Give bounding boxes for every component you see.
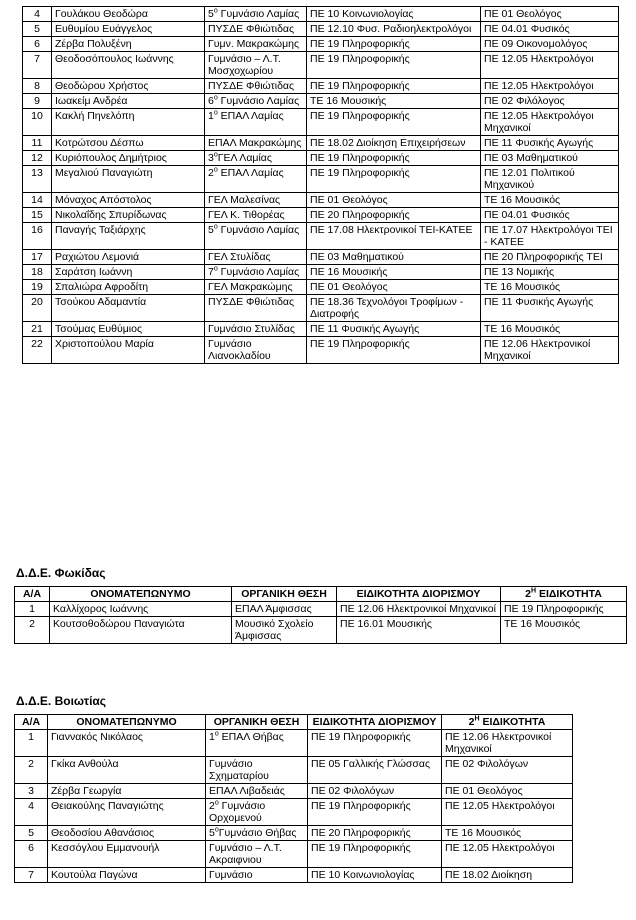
cell-spec2: ΠΕ 18.02 Διοίκηση [442, 868, 573, 883]
cell-aa: 12 [23, 151, 52, 166]
cell-spec: ΤΕ 16 Μουσικής [307, 94, 481, 109]
cell-org: ΓΕΛ Στυλίδας [205, 250, 307, 265]
teachers-table-fthiotida [22, 6, 619, 364]
cell-aa: 1 [15, 730, 48, 757]
cell-spec: ΠΕ 19 Πληροφορικής [307, 337, 481, 364]
header-name: ΟΝΟΜΑΤΕΠΩΝΥΜΟ [50, 587, 232, 602]
cell-org: ΕΠΑΛ Άμφισσας [232, 602, 337, 617]
cell-spec2: ΠΕ 02 Φιλόλογος [481, 94, 619, 109]
cell-name: Σπαλιώρα Αφροδίτη [52, 280, 205, 295]
cell-org: Γυμν. Μακρακώμης [205, 37, 307, 52]
table-row [23, 250, 619, 265]
cell-name: Καλλίχορος Ιωάννης [50, 602, 232, 617]
cell-aa: 1 [15, 602, 50, 617]
cell-spec: ΠΕ 10 Κοινωνιολογίας [308, 868, 442, 883]
table-row [23, 7, 619, 22]
cell-spec2: ΠΕ 12.05 Ηλεκτρολόγοι [481, 52, 619, 79]
header-aa: Α/Α [15, 587, 50, 602]
cell-name: Ιωακείμ Ανδρέα [52, 94, 205, 109]
cell-spec: ΠΕ 19 Πληροφορικής [307, 166, 481, 193]
table-row [15, 868, 573, 883]
table-row [23, 295, 619, 322]
cell-org: $2^o$ Γυμνάσιο Ορχομενού [206, 799, 308, 826]
cell-aa: 20 [23, 295, 52, 322]
cell-org: ΓΕΛ Μακρακώμης [205, 280, 307, 295]
cell-spec2: ΠΕ 04.01 Φυσικός [481, 22, 619, 37]
cell-spec: ΠΕ 05 Γαλλικής Γλώσσας [308, 757, 442, 784]
cell-spec2: ΠΕ 11 Φυσικής Αγωγής [481, 136, 619, 151]
header-spec: ΕΙΔΙΚΟΤΗΤΑ ΔΙΟΡΙΣΜΟΥ [308, 715, 442, 730]
table-row [15, 757, 573, 784]
cell-org: ΠΥΣΔΕ Φθιώτιδας [205, 295, 307, 322]
table-row [23, 337, 619, 364]
cell-spec: ΠΕ 19 Πληροφορικής [308, 799, 442, 826]
cell-spec2: ΠΕ 11 Φυσικής Αγωγής [481, 295, 619, 322]
cell-spec: ΠΕ 20 Πληροφορικής [307, 208, 481, 223]
cell-org: ΓΕΛ Μαλεσίνας [205, 193, 307, 208]
cell-org: ΠΥΣΔΕ Φθιώτιδας [205, 22, 307, 37]
cell-aa: 22 [23, 337, 52, 364]
cell-name: Ραχιώτου Λεμονιά [52, 250, 205, 265]
table-header-row [15, 715, 573, 730]
cell-aa: 4 [23, 7, 52, 22]
cell-spec: ΠΕ 19 Πληροφορικής [307, 79, 481, 94]
header-spec2: $2^H$ ΕΙΔΙΚΟΤΗΤΑ [442, 715, 573, 730]
cell-spec2: ΤΕ 16 Μουσικός [481, 322, 619, 337]
cell-name: Κουτσοθοδώρου Παναγιώτα [50, 617, 232, 644]
cell-spec: ΠΕ 19 Πληροφορικής [307, 37, 481, 52]
cell-spec2: ΤΕ 16 Μουσικός [481, 193, 619, 208]
table-row [15, 602, 627, 617]
cell-name: Γκίκα Ανθούλα [48, 757, 206, 784]
table-row [15, 841, 573, 868]
cell-org: Γυμνάσιο – Λ.Τ. Μοσχοχωρίου [205, 52, 307, 79]
teachers-table-voiotia [14, 714, 573, 883]
cell-spec: ΠΕ 16.01 Μουσικής [337, 617, 501, 644]
cell-org: $1^o$ ΕΠΑΛ Θήβας [206, 730, 308, 757]
header-name: ΟΝΟΜΑΤΕΠΩΝΥΜΟ [48, 715, 206, 730]
cell-spec: ΠΕ 01 Θεολόγος [307, 280, 481, 295]
cell-org: ΕΠΑΛ Λιβαδειάς [206, 784, 308, 799]
cell-spec2: ΠΕ 20 Πληροφορικής ΤΕΙ [481, 250, 619, 265]
cell-spec2: ΠΕ 04.01 Φυσικός [481, 208, 619, 223]
table-row [15, 784, 573, 799]
cell-spec: ΠΕ 19 Πληροφορικής [307, 151, 481, 166]
cell-name: Μεγαλιού Παναγιώτη [52, 166, 205, 193]
table-row [23, 79, 619, 94]
teachers-table-fokida [14, 586, 627, 644]
cell-name: Τσούμας Ευθύμιος [52, 322, 205, 337]
cell-spec: ΠΕ 12.10 Φυσ. Ραδιοηλεκτρολόγοι [307, 22, 481, 37]
cell-aa: 16 [23, 223, 52, 250]
cell-org: $5^o\Gamma\upsilon\mu\nu ά\sigma\iota o$ Θήβας [206, 826, 308, 841]
table-row [15, 730, 573, 757]
cell-org: ΕΠΑΛ Μακρακώμης [205, 136, 307, 151]
cell-spec: ΠΕ 18.02 Διοίκηση Επιχειρήσεων [307, 136, 481, 151]
table-row [23, 322, 619, 337]
cell-name: Κυριόπουλος Δημήτριος [52, 151, 205, 166]
cell-name: Κοτρώτσου Δέσπω [52, 136, 205, 151]
cell-org: $6^o$ Γυμνάσιο Λαμίας [205, 94, 307, 109]
cell-name: Ζέρβα Πολυξένη [52, 37, 205, 52]
table-header-row [15, 587, 627, 602]
cell-spec2: ΠΕ 19 Πληροφορικής [501, 602, 627, 617]
table-row [23, 223, 619, 250]
cell-aa: 7 [23, 52, 52, 79]
cell-org: Γυμνάσιο Σχηματαρίου [206, 757, 308, 784]
cell-spec2: ΠΕ 12.05 Ηλεκτρολόγοι [442, 841, 573, 868]
cell-org: $2^o$ ΕΠΑΛ Λαμίας [205, 166, 307, 193]
table-row [23, 166, 619, 193]
cell-org: Γυμνάσιο Λιανοκλαδίου [205, 337, 307, 364]
cell-aa: 8 [23, 79, 52, 94]
cell-name: Κουτούλα Παγώνα [48, 868, 206, 883]
cell-name: Θεοδώρου Χρήστος [52, 79, 205, 94]
table-row [23, 151, 619, 166]
cell-spec: ΠΕ 20 Πληροφορικής [308, 826, 442, 841]
cell-aa: 17 [23, 250, 52, 265]
cell-name: Παναγής Ταξιάρχης [52, 223, 205, 250]
table-row [23, 280, 619, 295]
cell-org: ΠΥΣΔΕ Φθιώτιδας [205, 79, 307, 94]
cell-aa: 9 [23, 94, 52, 109]
table-row [15, 799, 573, 826]
cell-aa: 5 [23, 22, 52, 37]
header-aa: Α/Α [15, 715, 48, 730]
cell-org: $3^o\Gamma E\Lambda$ Λαμίας [205, 151, 307, 166]
table-row [23, 37, 619, 52]
cell-spec: ΠΕ 10 Κοινωνιολογίας [307, 7, 481, 22]
table-row [23, 136, 619, 151]
table-row [23, 208, 619, 223]
cell-spec2: ΠΕ 12.06 Ηλεκτρονικοί Μηχανικοί [442, 730, 573, 757]
cell-spec2: ΠΕ 03 Μαθηματικού [481, 151, 619, 166]
cell-spec: ΠΕ 03 Μαθηματικού [307, 250, 481, 265]
cell-aa: 2 [15, 757, 48, 784]
cell-name: Θειακούλης Παναγιώτης [48, 799, 206, 826]
cell-aa: 7 [15, 868, 48, 883]
cell-name: Γουλάκου Θεοδώρα [52, 7, 205, 22]
cell-spec2: ΠΕ 12.05 Ηλεκτρολόγοι [481, 79, 619, 94]
cell-spec: ΠΕ 01 Θεολόγος [307, 193, 481, 208]
header-spec: ΕΙΔΙΚΟΤΗΤΑ ΔΙΟΡΙΣΜΟΥ [337, 587, 501, 602]
cell-name: Κακλή Πηνελόπη [52, 109, 205, 136]
table-row [23, 265, 619, 280]
cell-spec2: ΠΕ 01 Θεολόγος [481, 7, 619, 22]
cell-org: Γυμνάσιο [206, 868, 308, 883]
cell-spec2: ΠΕ 09 Οικονομολόγος [481, 37, 619, 52]
cell-name: Κεσσόγλου Εμμανουήλ [48, 841, 206, 868]
cell-aa: 6 [15, 841, 48, 868]
cell-spec2: ΤΕ 16 Μουσικός [481, 280, 619, 295]
cell-spec2: ΠΕ 12.06 Ηλεκτρονικοί Μηχανικοί [481, 337, 619, 364]
cell-aa: 6 [23, 37, 52, 52]
table-row [23, 193, 619, 208]
cell-aa: 11 [23, 136, 52, 151]
cell-org: $5^o$ Γυμνάσιο Λαμίας [205, 223, 307, 250]
table-row [23, 109, 619, 136]
cell-spec: ΠΕ 19 Πληροφορικής [308, 841, 442, 868]
cell-name: Χριστοπούλου Μαρία [52, 337, 205, 364]
cell-spec2: ΤΕ 16 Μουσικός [442, 826, 573, 841]
cell-spec2: ΠΕ 12.05 Ηλεκτρολόγοι Μηχανικοί [481, 109, 619, 136]
cell-aa: 2 [15, 617, 50, 644]
cell-name: Θεοδοσίου Αθανάσιος [48, 826, 206, 841]
cell-name: Σαράτση Ιωάννη [52, 265, 205, 280]
cell-org: $7^o$ Γυμνάσιο Λαμίας [205, 265, 307, 280]
table-row [23, 22, 619, 37]
cell-name: Τσούκου Αδαμαντία [52, 295, 205, 322]
cell-org: Μουσικό Σχολείο Άμφισσας [232, 617, 337, 644]
cell-name: Θεοδοσόπουλος Ιωάννης [52, 52, 205, 79]
cell-name: Ευθυμίου Ευάγγελος [52, 22, 205, 37]
cell-spec2: ΠΕ 12.01 Πολιτικού Μηχανικού [481, 166, 619, 193]
header-spec2: $2^H$ ΕΙΔΙΚΟΤΗΤΑ [501, 587, 627, 602]
cell-org: Γυμνάσιο Στυλίδας [205, 322, 307, 337]
cell-aa: 18 [23, 265, 52, 280]
section-title-voiotia: Δ.Δ.Ε. Βοιωτίας [16, 694, 107, 708]
table-row [23, 94, 619, 109]
cell-aa: 3 [15, 784, 48, 799]
header-org: ΟΡΓΑΝΙΚΗ ΘΕΣΗ [206, 715, 308, 730]
cell-name: Γιαννακός Νικόλαος [48, 730, 206, 757]
cell-spec: ΠΕ 02 Φιλολόγων [308, 784, 442, 799]
cell-aa: 4 [15, 799, 48, 826]
cell-spec: ΠΕ 19 Πληροφορικής [307, 52, 481, 79]
cell-spec2: ΠΕ 13 Νομικής [481, 265, 619, 280]
cell-spec: ΠΕ 19 Πληροφορικής [307, 109, 481, 136]
cell-name: Μόναχος Απόστολος [52, 193, 205, 208]
cell-name: Ζέρβα Γεωργία [48, 784, 206, 799]
cell-aa: 10 [23, 109, 52, 136]
cell-name: Νικολαΐδης Σπυρίδωνας [52, 208, 205, 223]
cell-spec: ΠΕ 11 Φυσικής Αγωγής [307, 322, 481, 337]
cell-org: $5^o$ Γυμνάσιο Λαμίας [205, 7, 307, 22]
cell-org: ΓΕΛ Κ. Τιθορέας [205, 208, 307, 223]
table-row [15, 617, 627, 644]
cell-org: Γυμνάσιο – Λ.Τ. Ακραιφνιου [206, 841, 308, 868]
cell-aa: 15 [23, 208, 52, 223]
header-org: ΟΡΓΑΝΙΚΗ ΘΕΣΗ [232, 587, 337, 602]
table-row [23, 52, 619, 79]
cell-spec2: ΠΕ 17.07 Ηλεκτρολόγοι ΤΕΙ - ΚΑΤΕΕ [481, 223, 619, 250]
cell-aa: 5 [15, 826, 48, 841]
cell-spec: ΠΕ 12.06 Ηλεκτρονικοί Μηχανικοί [337, 602, 501, 617]
cell-spec: ΠΕ 16 Μουσικής [307, 265, 481, 280]
cell-spec: ΠΕ 18.36 Τεχνολόγοι Τροφίμων - Διατροφής [307, 295, 481, 322]
cell-spec2: ΠΕ 12.05 Ηλεκτρολόγοι [442, 799, 573, 826]
table-row [15, 826, 573, 841]
cell-spec2: ΠΕ 01 Θεολόγος [442, 784, 573, 799]
cell-spec: ΠΕ 17.08 Ηλεκτρονικοί ΤΕΙ-ΚΑΤΕΕ [307, 223, 481, 250]
cell-org: $1^o$ ΕΠΑΛ Λαμίας [205, 109, 307, 136]
cell-aa: 13 [23, 166, 52, 193]
cell-aa: 21 [23, 322, 52, 337]
cell-spec: ΠΕ 19 Πληροφορικής [308, 730, 442, 757]
section-title-fokida: Δ.Δ.Ε. Φωκίδας [16, 566, 106, 580]
cell-aa: 19 [23, 280, 52, 295]
cell-spec2: ΠΕ 02 Φιλολόγων [442, 757, 573, 784]
cell-spec2: ΤΕ 16 Μουσικός [501, 617, 627, 644]
cell-aa: 14 [23, 193, 52, 208]
